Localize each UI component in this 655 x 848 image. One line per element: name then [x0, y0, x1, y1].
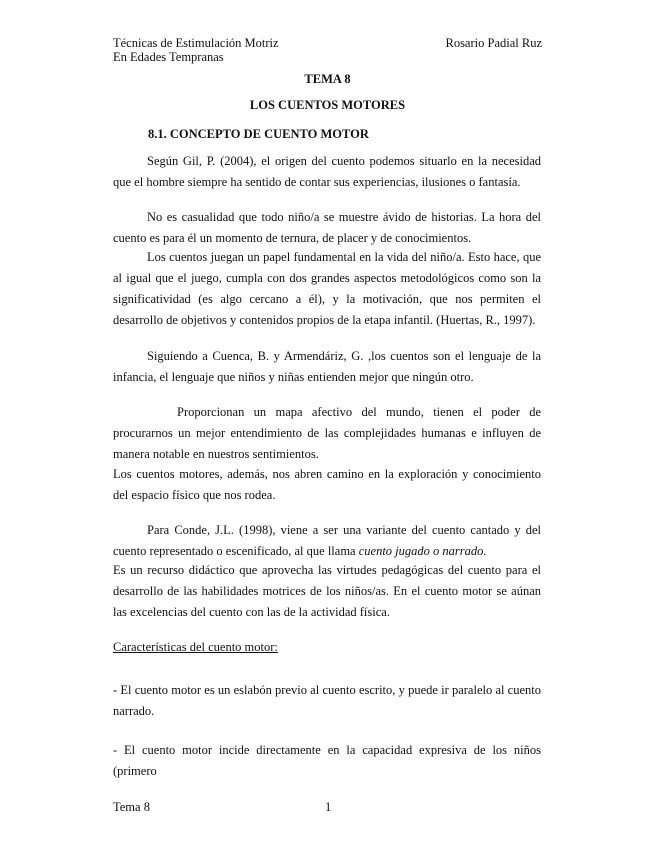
chapter-title: TEMA 8 [304, 72, 351, 86]
paragraph-5: Proporcionan un mapa afectivo del mundo, tienen el poder de procurarnos un mejor entendimiento de las complejidades humanas e influyen de manera notable en nuestros sentimientos. [113, 405, 541, 461]
header-course-title: Técnicas de Estimulación Motriz [113, 36, 279, 50]
footer-chapter: Tema 8 [113, 800, 150, 814]
characteristic-item: - El cuento motor es un eslabón previo al cuento escrito, y puede ir paralelo al cuento narrado. [113, 683, 541, 718]
page-number: 1 [325, 800, 332, 814]
section-heading: 8.1. CONCEPTO DE CUENTO MOTOR [148, 127, 369, 141]
paragraph-6: Los cuentos motores, además, nos abren camino en la exploración y conocimiento del espacio físico que nos rodea. [113, 467, 541, 502]
header-author: Rosario Padial Ruz [445, 36, 542, 50]
paragraph-2: No es casualidad que todo niño/a se muestre ávido de historias. La hora del cuento es para él un momento de ternura, de placer y de conocimientos. [113, 210, 541, 245]
paragraph-1: Según Gil, P. (2004), el origen del cuento podemos situarlo en la necesidad que el hombre siempre ha sentido de contar sus experiencias, ilusiones o fantasía. [113, 154, 541, 189]
paragraph-7 [113, 520, 541, 562]
header-course-subtitle: En Edades Tempranas [113, 50, 224, 64]
paragraph-7-text: Para Conde, J.L. (1998), viene a ser una variante del cuento cantado y del cuento representado o escenificado, al que llama [113, 523, 541, 558]
characteristics-heading: Características del cuento motor: [113, 640, 278, 654]
paragraph-8: Es un recurso didáctico que aprovecha las virtudes pedagógicas del cuento para el desarrollo de las habilidades motrices de los niños/as. En el cuento motor se aúnan las excelencias del cuento con las de la actividad física. [113, 563, 541, 619]
paragraph-3: Los cuentos juegan un papel fundamental en la vida del niño/a. Esto hace, que al igual que el juego, cumpla con dos grandes aspectos metodológicos como son la significatividad (es algo cercano a él), y la motivación, que nos permiten el desarrollo de objetivos y contenidos propios de la etapa infantil. (Huertas, R., 1997). [113, 250, 541, 327]
header-left [113, 36, 279, 64]
characteristic-item: - El cuento motor incide directamente en la capacidad expresiva de los niños (primero [113, 743, 541, 778]
paragraph-7-italic: cuento jugado o narrado. [358, 544, 487, 558]
chapter-subtitle: LOS CUENTOS MOTORES [249, 98, 406, 112]
paragraph-4: Siguiendo a Cuenca, B. y Armendáriz, G. ,los cuentos son el lenguaje de la infancia, el lenguaje que niños y niñas entienden mejor que ningún otro. [113, 349, 541, 384]
